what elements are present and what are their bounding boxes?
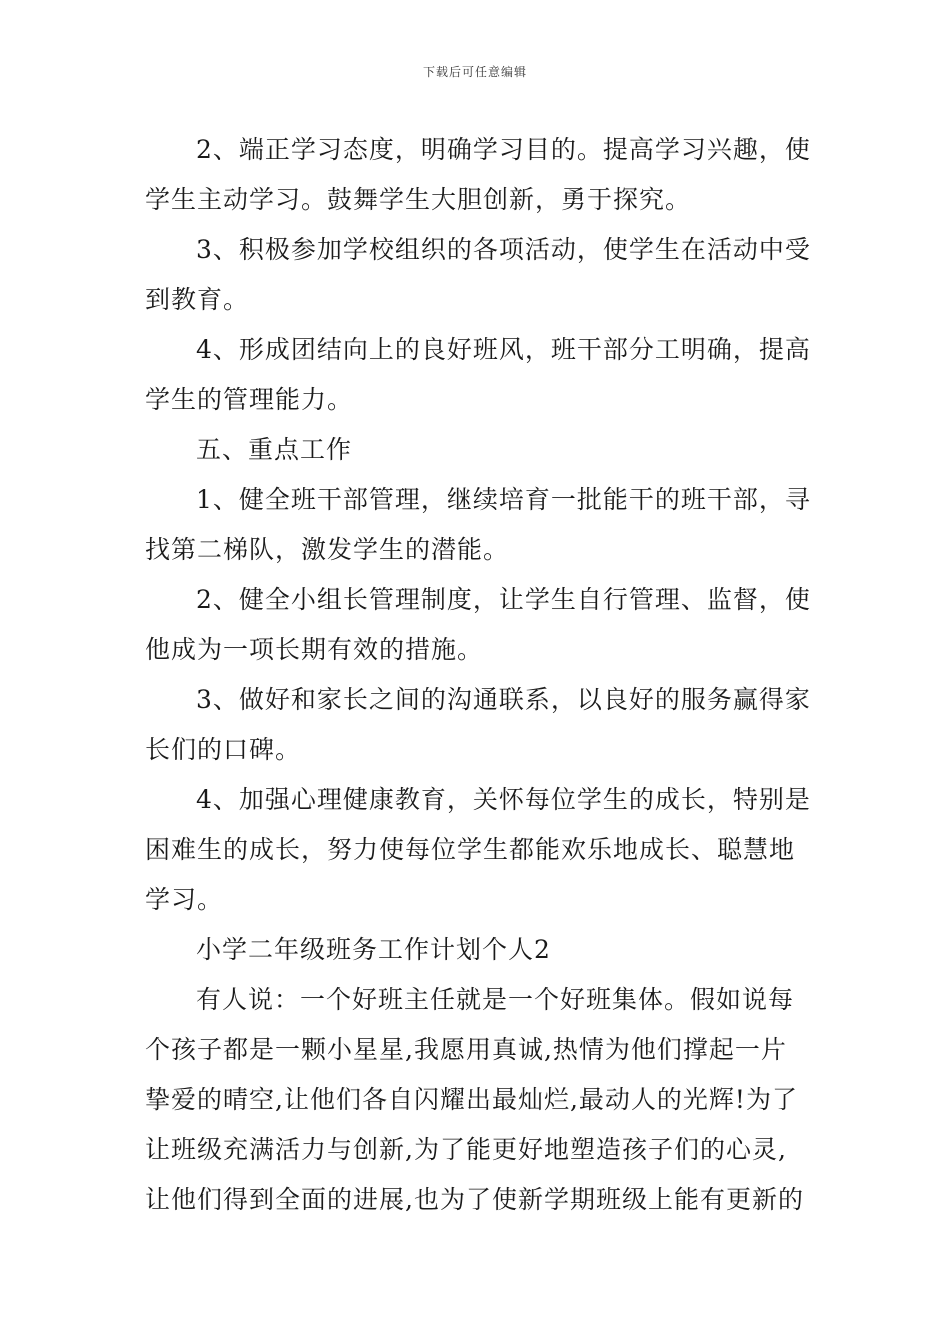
line-text: 1、健全班干部管理，继续培育一批能干的班干部，寻	[196, 485, 811, 514]
line-text: 困难生的成长，努力使每位学生都能欢乐地成长、聪慧地	[145, 835, 796, 864]
section-title	[0, 930, 950, 970]
line-text: 3、积极参加学校组织的各项活动，使学生在活动中受	[196, 235, 811, 264]
paragraph-line	[0, 980, 950, 1020]
paragraph-line	[0, 1180, 950, 1220]
paragraph-line	[0, 180, 950, 220]
paragraph-line	[0, 380, 950, 420]
line-text: 挚爱的晴空,让他们各自闪耀出最灿烂,最动人的光辉!为了	[145, 1085, 798, 1114]
paragraph-line	[0, 880, 950, 920]
section-heading	[0, 430, 950, 470]
line-text: 他成为一项长期有效的措施。	[145, 635, 484, 664]
paragraph-line	[0, 280, 950, 320]
paragraph-line	[0, 130, 950, 170]
line-text: 个孩子都是一颗小星星,我愿用真诚,热情为他们撑起一片	[145, 1035, 787, 1064]
line-text: 学习。	[145, 885, 224, 914]
line-text: 小学二年级班务工作计划个人2	[196, 935, 551, 964]
line-text: 学生主动学习。鼓舞学生大胆创新，勇于探究。	[145, 185, 692, 214]
line-text: 找第二梯队，激发学生的潜能。	[145, 535, 510, 564]
paragraph-line	[0, 1030, 950, 1070]
line-text: 2、健全小组长管理制度，让学生自行管理、监督，使	[196, 585, 811, 614]
line-text: 3、做好和家长之间的沟通联系，以良好的服务赢得家	[196, 685, 811, 714]
paragraph-line	[0, 730, 950, 770]
paragraph-line	[0, 580, 950, 620]
line-text: 到教育。	[145, 285, 250, 314]
paragraph-line	[0, 630, 950, 670]
line-text: 让他们得到全面的进展,也为了使新学期班级上能有更新的	[145, 1185, 804, 1214]
paragraph-line	[0, 330, 950, 370]
paragraph-line	[0, 1130, 950, 1170]
paragraph-line	[0, 680, 950, 720]
line-text: 让班级充满活力与创新,为了能更好地塑造孩子们的心灵,	[145, 1135, 787, 1164]
paragraph-line	[0, 530, 950, 570]
page-header: 下载后可任意编辑	[422, 65, 527, 79]
line-text: 有人说：一个好班主任就是一个好班集体。假如说每	[196, 985, 795, 1014]
line-text: 五、重点工作	[196, 435, 353, 464]
line-text: 2、端正学习态度，明确学习目的。提高学习兴趣，使	[196, 135, 811, 164]
line-text: 学生的管理能力。	[145, 385, 354, 414]
paragraph-line	[0, 480, 950, 520]
paragraph-line	[0, 830, 950, 870]
line-text: 长们的口碑。	[145, 735, 302, 764]
paragraph-line	[0, 1080, 950, 1120]
line-text: 4、加强心理健康教育，关怀每位学生的成长，特别是	[196, 785, 811, 814]
paragraph-line	[0, 780, 950, 820]
line-text: 4、形成团结向上的良好班风，班干部分工明确，提高	[196, 335, 811, 364]
paragraph-line	[0, 230, 950, 270]
